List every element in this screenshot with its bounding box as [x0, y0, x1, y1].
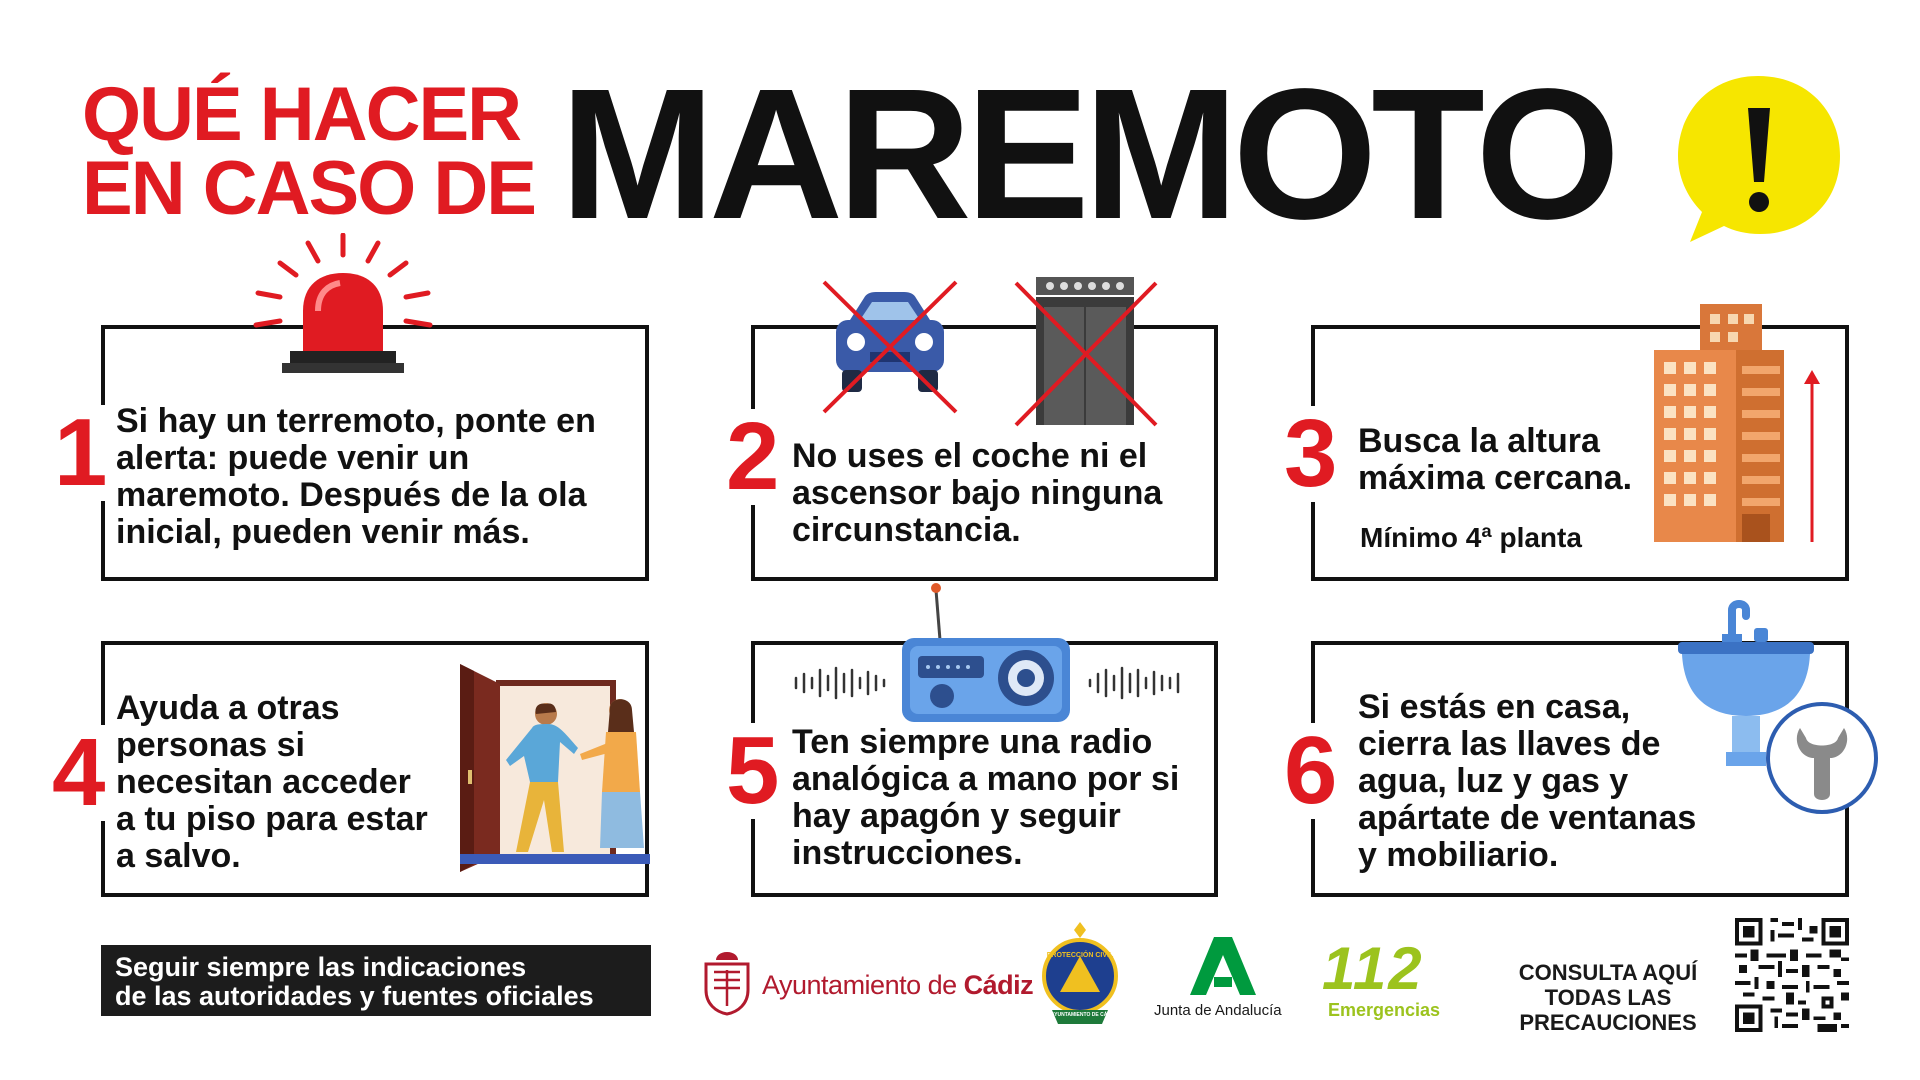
proteccion-civil-sublabel: AYUNTAMIENTO DE CÁDIZ: [1051, 1012, 1116, 1018]
elevator-crossed-icon: [1010, 275, 1160, 430]
step-4-line: Ayuda a otras: [116, 689, 340, 727]
consulta-text: [1508, 960, 1708, 1035]
step-6-line: cierra las llaves de: [1358, 725, 1661, 763]
step-5-line: analógica a mano por si: [792, 760, 1180, 798]
step-text-3: [1358, 423, 1632, 497]
step-2-line: ascensor bajo ninguna: [792, 474, 1163, 512]
step-4-line: personas si: [116, 726, 305, 764]
page-title: MAREMOTO: [560, 51, 1615, 258]
step-number-2: 2: [722, 409, 783, 505]
step-3-line: Busca la altura: [1358, 422, 1600, 460]
junta-andalucia-text: Junta de Andalucía: [1154, 1002, 1282, 1019]
ayuntamiento-logo-text: [762, 970, 1033, 1001]
proteccion-civil-label: PROTECCIÓN CIVIL: [1046, 952, 1114, 959]
step-number-1: 1: [50, 405, 111, 501]
step-number-5: 5: [722, 723, 783, 819]
step-6-line: Si estás en casa,: [1358, 688, 1631, 726]
step-1-line: maremoto. Después de la ola: [116, 476, 587, 514]
consulta-line-2: TODAS LAS: [1544, 985, 1672, 1010]
step-text-2: [792, 438, 1162, 549]
consulta-line-1: CONSULTA AQUÍ: [1518, 960, 1698, 985]
title-line-1: QUÉ HACER: [82, 72, 521, 157]
door-people-icon: [460, 662, 650, 872]
step-1-line: Si hay un terremoto, ponte en: [116, 402, 596, 440]
siren-icon: [248, 233, 438, 383]
step-text-6: [1358, 689, 1696, 874]
step-text-5: [792, 724, 1179, 872]
step-4-line: necesitan acceder: [116, 763, 411, 801]
step-2-line: No uses el coche ni el: [792, 437, 1148, 475]
step-6-line: agua, luz y gas y: [1358, 762, 1629, 800]
step-number-6: 6: [1280, 723, 1341, 819]
ayuntamiento-prefix: Ayuntamiento de: [762, 970, 964, 1000]
consulta-line-3: PRECAUCIONES: [1519, 1010, 1697, 1035]
step-5-line: Ten siempre una radio: [792, 723, 1153, 761]
step-5-line: hay apagón y seguir: [792, 797, 1121, 835]
step-6-line: apártate de ventanas: [1358, 799, 1697, 837]
step-5-line: instrucciones.: [792, 834, 1023, 872]
step-3-line: máxima cercana.: [1358, 459, 1633, 497]
step-number-3: 3: [1280, 406, 1341, 502]
step-4-line: a salvo.: [116, 837, 241, 875]
step-text-1: [116, 403, 596, 551]
notice-line-1: Seguir siempre las indicaciones: [115, 952, 527, 982]
ayuntamiento-crest-icon: [700, 950, 754, 1016]
exclamation-bubble-icon: [1668, 64, 1848, 244]
step-6-line: y mobiliario.: [1358, 836, 1559, 874]
radio-icon: [790, 578, 1185, 728]
ayuntamiento-city: Cádiz: [963, 970, 1034, 1000]
step-number-4: 4: [48, 725, 109, 821]
building-icon: [1650, 300, 1825, 545]
sink-wrench-icon: [1676, 598, 1880, 820]
title-line-2: EN CASO DE: [82, 146, 535, 231]
emergencias-label: Emergencias: [1328, 1000, 1441, 1020]
authorities-notice: [101, 945, 651, 1016]
notice-line-2: de las autoridades y fuentes oficiales: [115, 981, 594, 1011]
step-4-line: a tu piso para estar: [116, 800, 428, 838]
step-1-line: alerta: puede venir un: [116, 439, 470, 477]
step-3-note: Mínimo 4ª planta: [1360, 522, 1582, 553]
step-text-4: [116, 690, 428, 875]
qr-code[interactable]: [1735, 918, 1849, 1032]
title-prefix: [82, 72, 535, 231]
emergencias-number: 112: [1322, 935, 1424, 1002]
junta-andalucia-logo: [1188, 935, 1258, 997]
step-2-line: circunstancia.: [792, 511, 1021, 549]
car-crossed-icon: [820, 280, 960, 415]
step-1-line: inicial, pueden venir más.: [116, 513, 530, 551]
